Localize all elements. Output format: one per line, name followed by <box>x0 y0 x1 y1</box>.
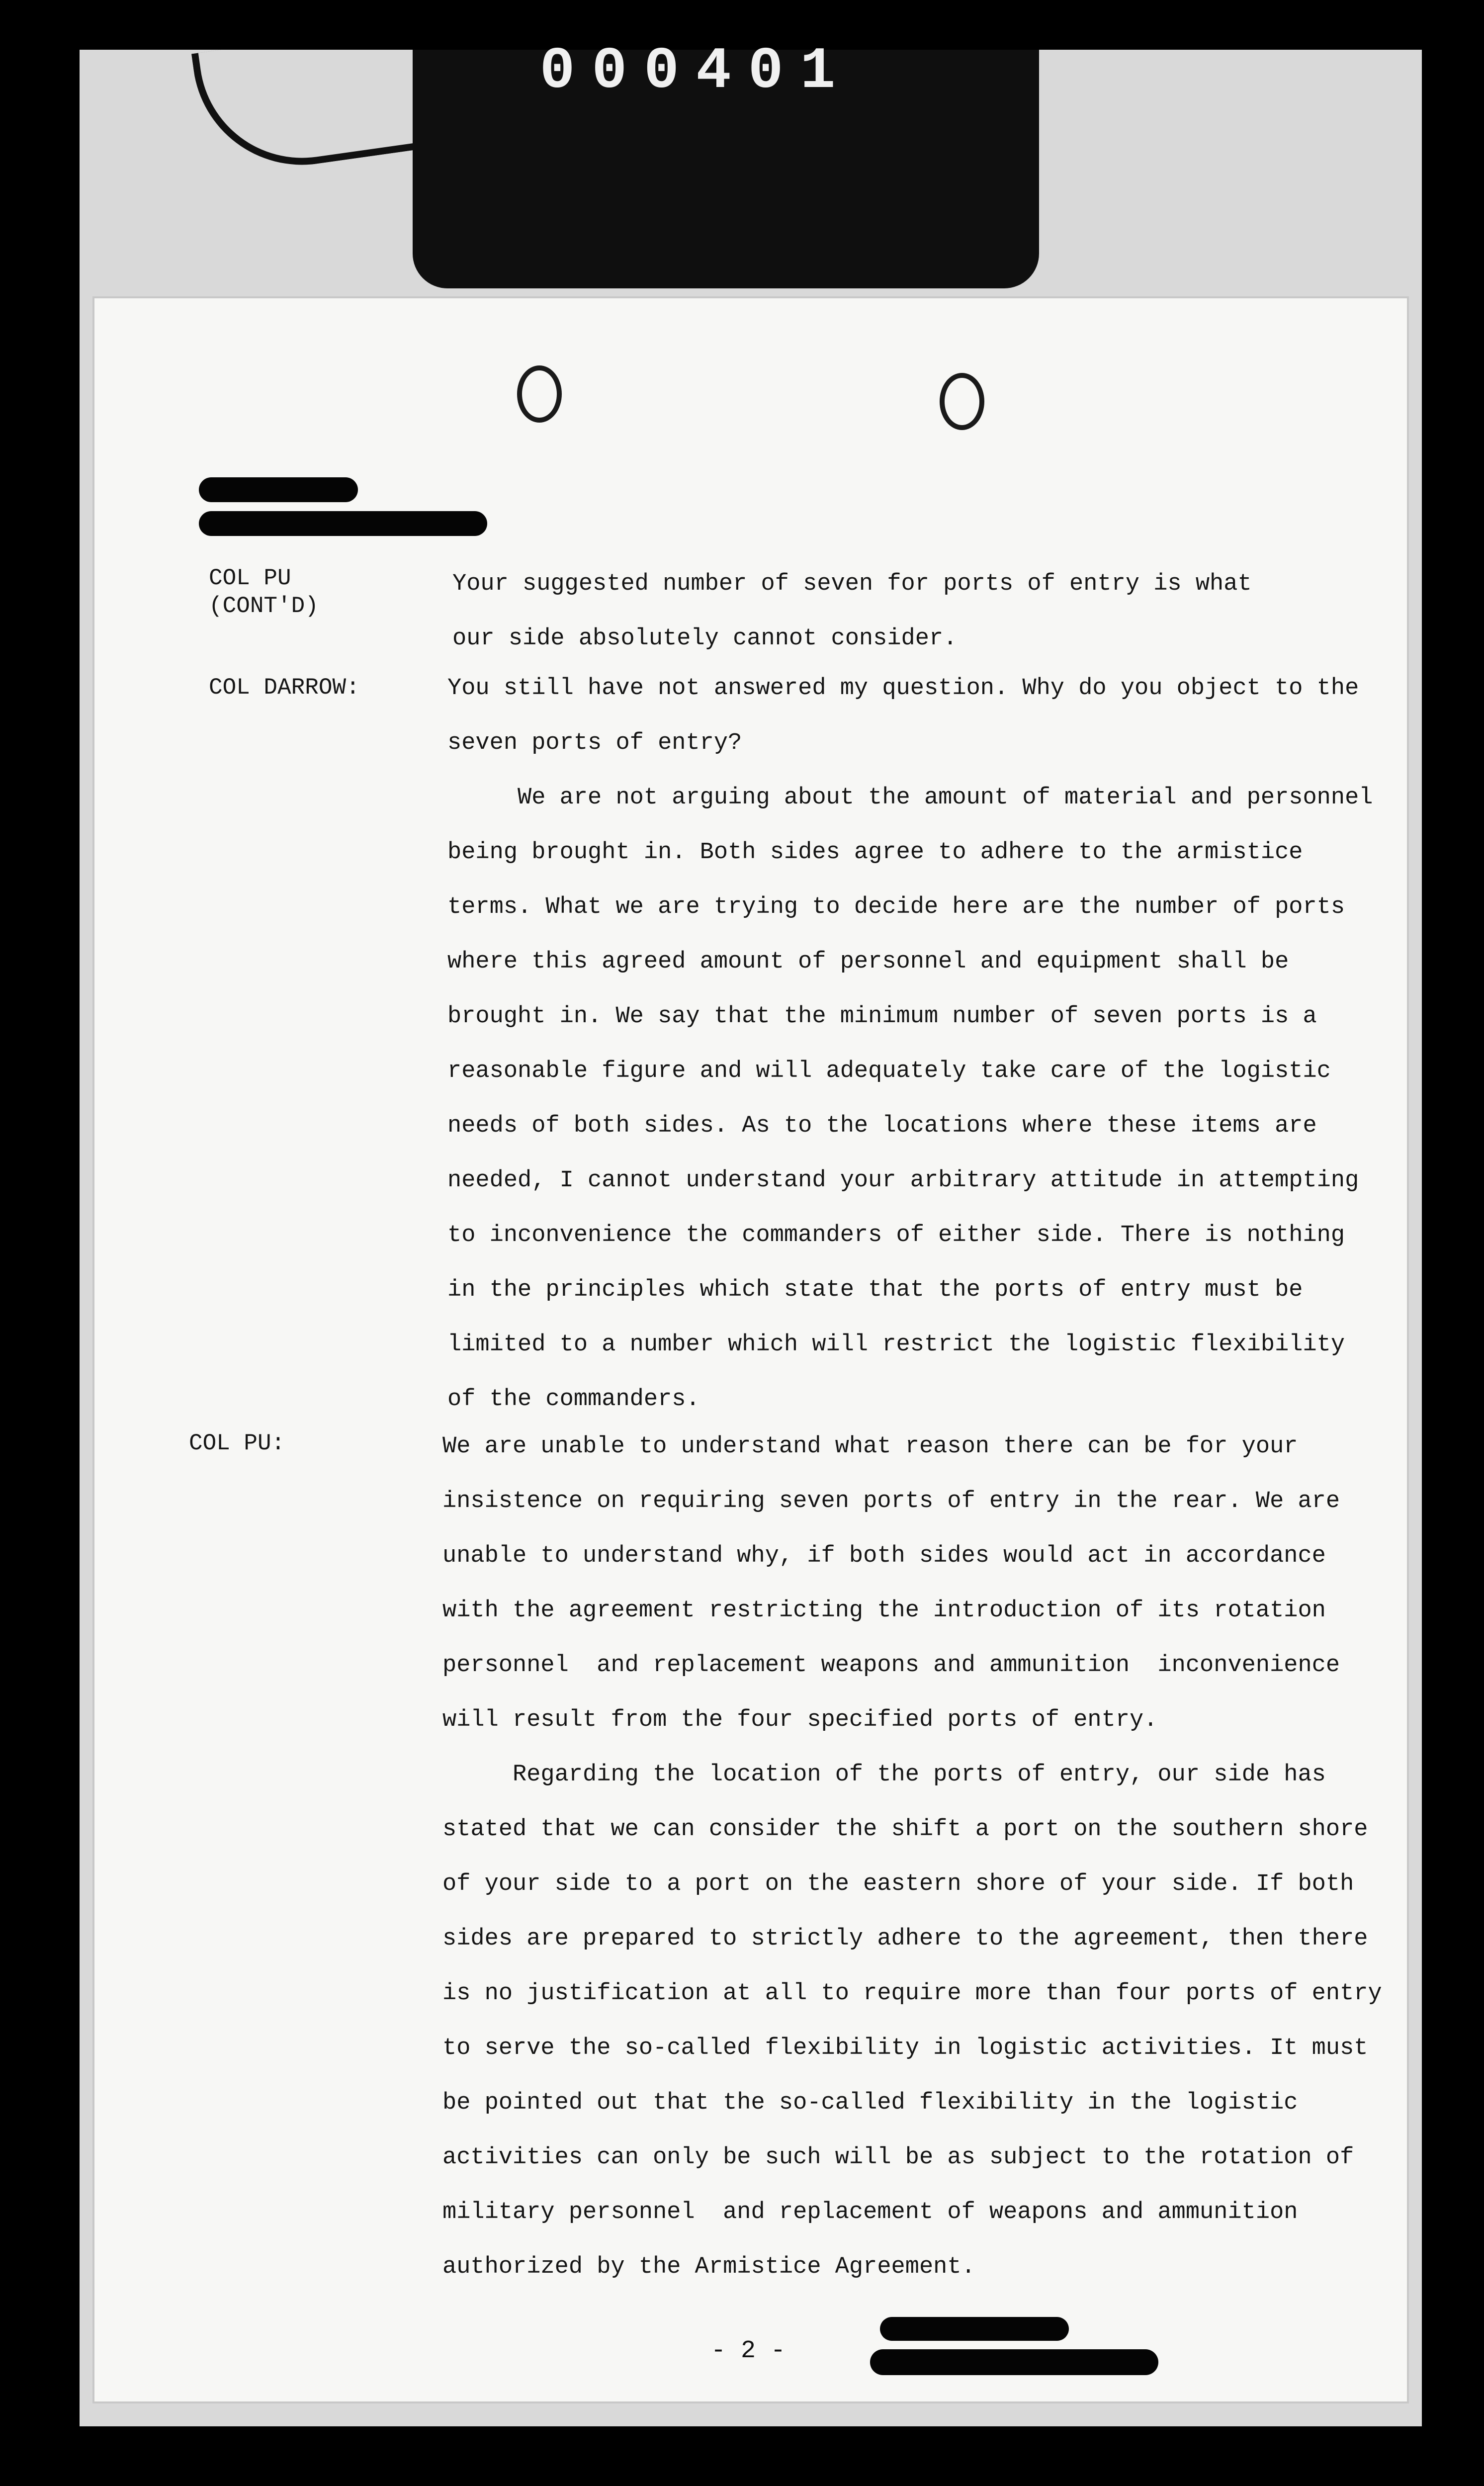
punch-hole-left <box>517 365 562 423</box>
redaction-bar-bottom <box>870 2349 1158 2375</box>
text-line: being brought in. Both sides agree to adhere to the armistice <box>447 839 1303 866</box>
text-line: to serve the so-called flexibility in logistic activities. It must <box>442 2035 1368 2061</box>
speaker-label-col-pu-contd: COL PU (CONT'D) <box>209 565 319 619</box>
text-line: Regarding the location of the ports of entry, our side has <box>442 1762 1326 1788</box>
redaction-bar-bottom-upper <box>880 2317 1069 2341</box>
text-line: will result from the four specified ports of entry. <box>442 1707 1158 1733</box>
statement-col-pu <box>442 1420 1382 2295</box>
page-number: - 2 - <box>711 2337 786 2365</box>
document-page <box>94 298 1407 2401</box>
text-line: reasonable figure and will adequately take care of the logistic <box>447 1058 1331 1084</box>
punch-hole-right <box>940 373 984 430</box>
text-line: insistence on requiring seven ports of entry in the rear. We are <box>442 1488 1340 1514</box>
text-line: unable to understand why, if both sides would act in accordance <box>442 1543 1326 1569</box>
text-line: authorized by the Armistice Agreement. <box>442 2254 975 2280</box>
text-line: our side absolutely cannot consider. <box>452 625 958 652</box>
text-line: activities can only be such will be as subject to the rotation of <box>442 2144 1354 2171</box>
text-line: be pointed out that the so-called flexibility in the logistic <box>442 2090 1298 2116</box>
text-line: with the agreement restricting the introduction of its rotation <box>442 1598 1326 1624</box>
text-line: terms. What we are trying to decide here are the number of ports <box>447 894 1345 920</box>
text-line: where this agreed amount of personnel and equipment shall be <box>447 949 1289 975</box>
text-line: brought in. We say that the minimum number of seven ports is a <box>447 1003 1317 1030</box>
speaker-label-col-pu: COL PU: <box>189 1430 285 1456</box>
redaction-bar-second <box>199 511 487 536</box>
text-line: Your suggested number of seven for ports of entry is what <box>452 571 1252 597</box>
text-line: of your side to a port on the eastern shore of your side. If both <box>442 1871 1354 1897</box>
text-line: seven ports of entry? <box>447 730 742 756</box>
speaker-label-col-darrow: COL DARROW: <box>209 675 360 701</box>
text-line: is no justification at all to require more than four ports of entry <box>442 1980 1382 2007</box>
statement-col-pu-contd <box>452 557 1252 666</box>
text-line: in the principles which state that the ports of entry must be <box>447 1277 1303 1303</box>
text-line: sides are prepared to strictly adhere to the agreement, then there <box>442 1926 1368 1952</box>
statement-col-darrow <box>447 661 1373 1427</box>
text-line: We are unable to understand what reason there can be for your <box>442 1433 1298 1460</box>
text-line: to inconvenience the commanders of either side. There is nothing <box>447 1222 1345 1248</box>
text-line: needs of both sides. As to the locations where these items are <box>447 1113 1317 1139</box>
text-line: You still have not answered my question. Why do you object to the <box>447 675 1359 702</box>
text-line: personnel and replacement weapons and ammunition inconvenience <box>442 1652 1340 1679</box>
text-line: stated that we can consider the shift a port on the southern shore <box>442 1816 1368 1843</box>
text-line: limited to a number which will restrict the logistic flexibility <box>447 1332 1345 1358</box>
text-line: needed, I cannot understand your arbitrary attitude in attempting <box>447 1167 1359 1194</box>
text-line: of the commanders. <box>447 1386 700 1413</box>
text-line: military personnel and replacement of weapons and ammunition <box>442 2199 1298 2225</box>
text-line: We are not arguing about the amount of material and personnel <box>447 785 1373 811</box>
frame-number: 000401 <box>539 39 853 105</box>
redaction-bar-top <box>199 477 358 502</box>
